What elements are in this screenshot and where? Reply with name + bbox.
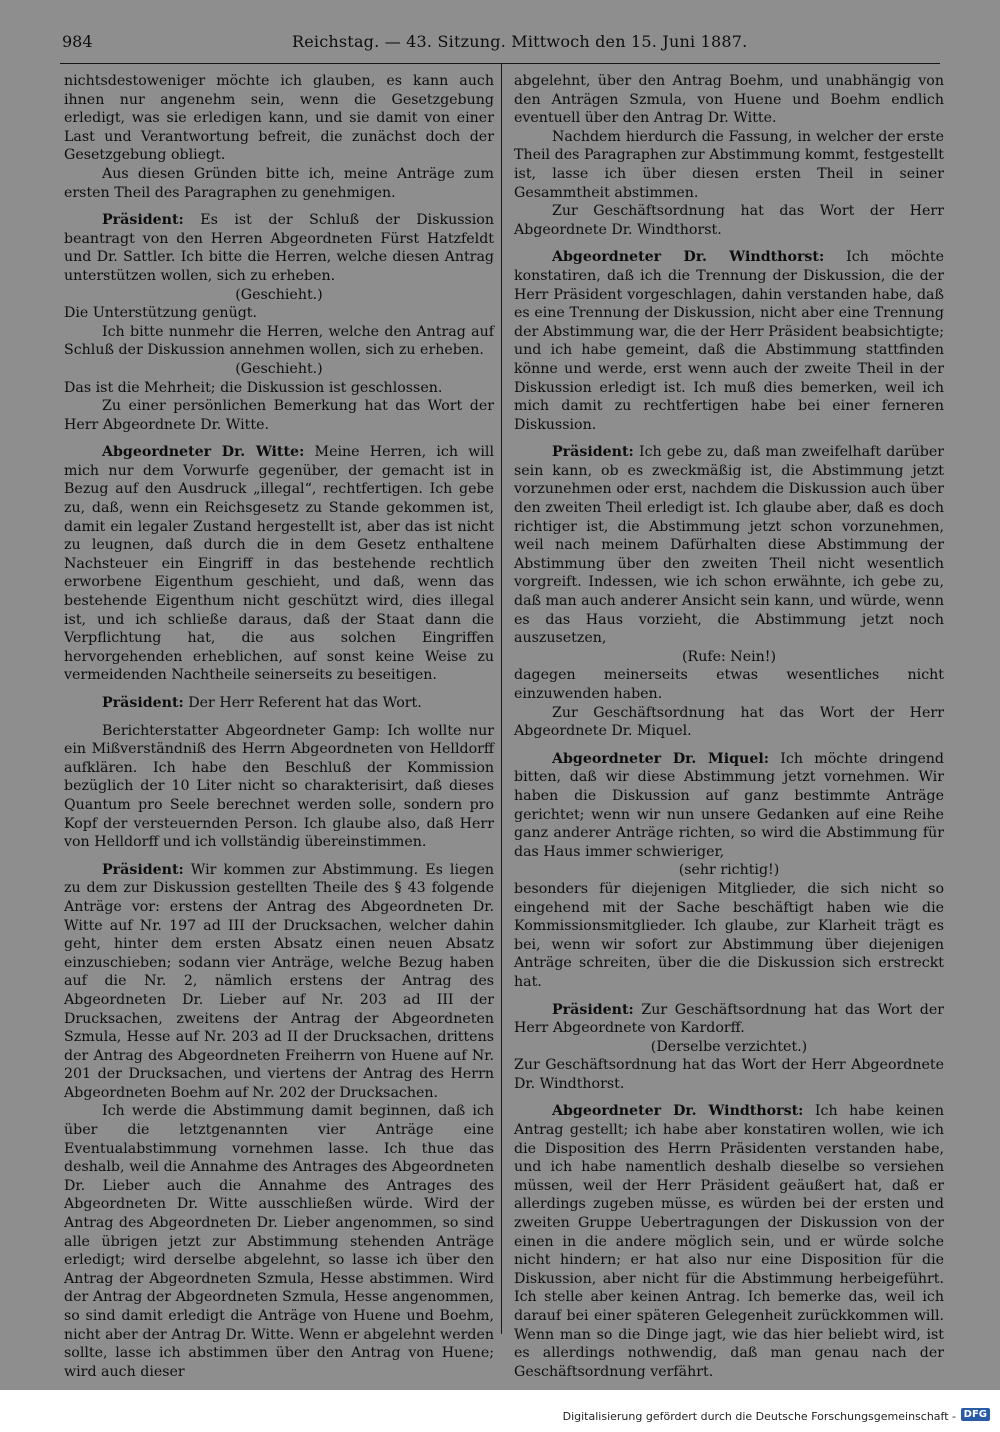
paragraph	[514, 248, 944, 434]
paragraph	[514, 72, 944, 128]
paragraph	[64, 211, 494, 285]
paragraph	[64, 165, 494, 202]
paragraph	[64, 861, 494, 1103]
speaker-label: Präsident:	[102, 861, 184, 878]
paragraph-text: Meine Herren, ich will mich nur dem Vorwurfe gegenüber, der gemacht ist in Bezug auf den Ausdruck „illegal“, rechtfertigen. Ich gebe zu, daß, wenn ein Reichsgesetz zu Stande gekommen ist, damit ein legaler Zustand hergestellt ist, aber das ist nicht zu leugnen, daß durch die in dem Gesetz enthaltene Nachsteuer ein Eingriff in das bestehende rechtlich erworbene Eigenthum geschieht, und daß, wenn das bestehende Eigenthum nicht geschützt wird, dies illegal ist, und ich schließe daraus, daß der Staat dann die Verpflichtung hat, die aus solchen Eingriffen hervorgehenden erheblichen, auf sonst keine Weise zu vermeidenden Nachtheile seinerseits zu beseitigen.	[64, 444, 494, 684]
digitization-credit: Digitalisierung gefördert durch die Deutsche Forschungsgemeinschaft -	[562, 1410, 956, 1423]
paragraph-text: Zur Geschäftsordnung hat das Wort der Herr Abgeordnete Dr. Miquel.	[514, 704, 944, 740]
paragraph	[64, 443, 494, 685]
paragraph	[64, 397, 494, 434]
paragraph-text: Es ist der Schluß der Diskussion beantragt von den Herren Abgeordneten Fürst Hatzfeldt und Dr. Sattler. Ich bitte die Herren, welche diesen Antrag unterstützen wollen, sich zu erheben.	[64, 212, 494, 284]
paragraph	[514, 704, 944, 741]
speaker-label: Präsident:	[552, 1001, 634, 1018]
paragraph-text: (Geschieht.)	[235, 360, 323, 377]
paragraph	[514, 880, 944, 992]
page-header	[60, 30, 940, 56]
paragraph	[514, 202, 944, 239]
paragraph-text: Zur Geschäftsordnung hat das Wort der Herr Abgeordnete von Kardorff.	[514, 1001, 944, 1037]
paragraph-text: (Geschieht.)	[235, 286, 323, 303]
paragraph	[64, 1102, 494, 1381]
paragraph-text: Ich möchte konstatiren, daß ich die Trennung der Diskussion, die der Herr Präsident vorgeschlagen, dahin verstanden habe, daß es eine Trennung der Diskussion, nicht aber eine Trennung der Abstimmung war, die der Herr Präsident beabsichtigte; und ich habe gemeint, daß die Abstimmung stattfinden könne und werde, erst wenn auch der zweite Theil in der Diskussion erledigt ist. Ich muß dies bemerken, weil ich mich damit zu rechtfertigen habe bei einer ferneren Diskussion.	[514, 249, 944, 433]
paragraph-text: Ich bitte nunmehr die Herren, welche den Antrag auf Schluß der Diskussion annehmen wollen, sich zu erheben.	[64, 323, 494, 359]
paragraph	[64, 722, 494, 852]
paragraph	[514, 443, 944, 648]
paragraph	[64, 360, 494, 379]
speaker-label: Präsident:	[102, 212, 184, 229]
paragraph-text: besonders für diejenigen Mitglieder, die sich nicht so eingehend mit der Sache beschäftigt haben wie die Kommissionsmitglieder. Ich glaube, zur Klarheit trägt es bei, wenn wir sofort zur Abstimmung über diejenigen Anträge schreiten, über die die Diskussion sich erstreckt hat.	[514, 880, 944, 990]
paragraph-text: Aus diesen Gründen bitte ich, meine Anträge zum ersten Theil des Paragraphen zu genehmigen.	[64, 165, 494, 201]
paragraph-text: Zur Geschäftsordnung hat das Wort der Herr Abgeordnete Dr. Windthorst.	[514, 1057, 944, 1092]
speaker-label: Abgeordneter Dr. Miquel:	[552, 750, 769, 767]
paragraph-text: Der Herr Referent hat das Wort.	[183, 695, 422, 711]
paragraph-text: (Rufe: Nein!)	[681, 648, 776, 665]
page-number: 984	[62, 32, 93, 51]
speaker-label: Abgeordneter Dr. Windthorst:	[552, 249, 825, 266]
paragraph	[64, 379, 494, 398]
paragraph-text: Ich habe keinen Antrag gestellt; ich habe aber konstatiren wollen, wie ich die Disposition des Herrn Präsidenten verstanden habe, und ich habe namentlich deshalb dieselbe so versiehen müssen, weil der Herr Präsident geäußert hat, daß er allerdings zugeben müsse, es würden bei der ersten und zweiten Gruppe Uebertragungen der Diskussion von der einen in die andere möglich sein, und er würde solche nicht hindern; er hat also nur eine Disposition für die Diskussion, aber nicht für die Abstimmung herbeigeführt. Ich stelle aber keinen Antrag. Ich bemerke das, weil ich darauf bei einer späteren Gelegenheit zurückkommen will. Wenn man so die Dinge jagt, wie das hier beliebt wird, ist es allerdings nothwendig, daß man genau nach der Geschäftsordnung verfährt.	[514, 1103, 944, 1380]
paragraph-text: abgelehnt, über den Antrag Boehm, und unabhängig von den Anträgen Szmula, von Huene und Boehm endlich eventuell über den Antrag Dr. Witte.	[514, 73, 944, 127]
paragraph	[64, 694, 494, 713]
paragraph-text: Zur Geschäftsordnung hat das Wort der Herr Abgeordnete Dr. Windthorst.	[514, 203, 944, 238]
paragraph	[514, 861, 944, 880]
paragraph	[514, 1056, 944, 1093]
paragraph-text: (sehr richtig!)	[678, 862, 780, 879]
paragraph	[514, 666, 944, 703]
paragraph-text: Zu einer persönlichen Bemerkung hat das Wort der Herr Abgeordnete Dr. Witte.	[64, 398, 494, 433]
paragraph-text: dagegen meinerseits etwas wesentliches nicht einzuwenden haben.	[514, 667, 944, 702]
header-rule	[60, 63, 940, 64]
right-column	[514, 72, 944, 1381]
page-footer	[0, 1390, 1000, 1432]
column-divider	[501, 64, 502, 1334]
paragraph	[64, 72, 494, 165]
paragraph	[64, 323, 494, 360]
left-column	[64, 72, 494, 1381]
running-title: Reichstag. — 43. Sitzung. Mittwoch den 15. Juni 1887.	[292, 32, 748, 51]
paragraph-text: (Derselbe verzichtet.)	[650, 1038, 808, 1055]
paragraph-text: Die Unterstützung genügt.	[64, 305, 257, 322]
speaker-label: Präsident:	[102, 695, 184, 711]
paragraph-text: nichtsdestoweniger möchte ich glauben, es kann auch ihnen nur angenehm sein, wenn die Gesetzgebung erledigt, was sie erledigen kann, und sie damit von einer Last und Verantwortung befreit, die zunächst doch der Gesetzgebung obliegt.	[64, 73, 494, 164]
paragraph-text: Ich werde die Abstimmung damit beginnen, daß ich über die letztgenannten vier Anträge eine Eventualabstimmung vornehmen lasse. Ich thue das deshalb, weil die Annahme des Antrages des Abgeordneten Dr. Lieber auch die Annahme des Antrages des Abgeordneten Dr. Witte ausschließen würde. Wird der Antrag des Abgeordneten Dr. Lieber angenommen, so sind alle übrigen jetzt zur Abstimmung stehenden Anträge erledigt; wird derselbe abgelehnt, so lasse ich über den Antrag der Abgeordneten Szmula, Hesse abstimmen. Wird der Antrag der Abgeordneten Szmula, Hesse angenommen, so sind damit erledigt die Anträge von Huene und Boehm, nicht aber der Antrag Dr. Witte. Wenn er abgelehnt werden sollte, lasse ich abstimmen über den Antrag von Huene; wird auch dieser	[64, 1103, 494, 1380]
dfg-logo: DFG	[961, 1408, 990, 1421]
paragraph	[64, 304, 494, 323]
paragraph-text: Nachdem hierdurch die Fassung, in welcher der erste Theil des Paragraphen zur Abstimmung kommt, festgestellt ist, lasse ich über diesen ersten Theil in seiner Gesammtheit abstimmen.	[514, 128, 944, 201]
paragraph-text: Berichterstatter Abgeordneter Gamp: Ich wollte nur ein Mißverständniß des Herrn Abgeordneten von Helldorff aufklären. Ich habe den Beschluß der Kommission bezüglich der 10 Liter nicht so charakterisirt, daß dieses Quantum pro Seele berechnet werden solle, sondern pro Kopf der versteuernden Person. Ich glaube also, daß Herr von Helldorff und ich vollständig übereinstimmen.	[64, 722, 494, 851]
paragraph-text: Wir kommen zur Abstimmung. Es liegen zu dem zur Diskussion gestellten Theile des § 43 folgende Anträge vor: erstens der Antrag des Abgeordneten Dr. Witte auf Nr. 197 ad III der Drucksachen, welcher dahin geht, hinter dem ersten Absatz einen neuen Absatz einzuschieben; sodann vier Anträge, welche Bezug haben auf die Nr. 2, nämlich erstens der Antrag des Abgeordneten Dr. Lieber auf Nr. 203 ad III der Drucksachen, zweitens der Antrag der Abgeordneten Szmula, Hesse auf Nr. 203 ad II der Drucksachen, drittens der Antrag des Abgeordneten Freiherrn von Huene auf Nr. 201 der Drucksachen, und viertens der Antrag des Herrn Abgeordneten Boehm auf Nr. 202 der Drucksachen.	[64, 861, 494, 1101]
paragraph	[514, 128, 944, 202]
paragraph-text: Ich möchte dringend bitten, daß wir diese Abstimmung jetzt vornehmen. Wir haben die Diskussion auf ganz bestimmte Anträge gerichtet; wenn wir nun unsere Gedanken auf eine Reihe ganz anderer Anträge richten, so wird die Abstimmung für das Haus immer schwieriger,	[514, 750, 945, 860]
paragraph	[514, 750, 944, 862]
paragraph-text: Ich gebe zu, daß man zweifelhaft darüber sein kann, ob es zweckmäßig ist, die Abstimmung jetzt vorzunehmen oder erst, nachdem die Diskussion auch über den zweiten Theil erledigt ist. Ich glaube aber, daß es doch richtiger ist, die Abstimmung jetzt schon vorzunehmen, weil nach meinem Dafürhalten diese Abstimmung der Abstimmung über den zweiten Theil nicht wesentlich vorgreift. Indessen, wie ich schon erwähnte, ich gebe zu, daß man auch anderer Ansicht sein kann, und würde, wenn es das Haus vorzieht, die Abstimmung jetzt noch auszusetzen,	[514, 444, 944, 647]
paragraph	[514, 648, 944, 667]
paragraph	[514, 1038, 944, 1057]
speaker-label: Abgeordneter Dr. Windthorst:	[552, 1103, 804, 1120]
paragraph-text: Das ist die Mehrheit; die Diskussion ist geschlossen.	[64, 379, 443, 396]
paragraph	[64, 286, 494, 305]
paragraph	[514, 1102, 944, 1381]
speaker-label: Präsident:	[552, 444, 634, 461]
paragraph	[514, 1001, 944, 1038]
speaker-label: Abgeordneter Dr. Witte:	[102, 444, 305, 461]
